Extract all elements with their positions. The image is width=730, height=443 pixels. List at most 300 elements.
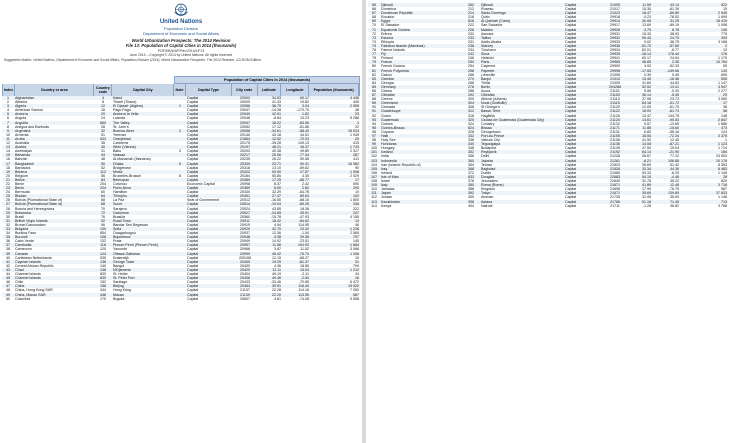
- table-cell: 21671: [602, 183, 628, 187]
- table-cell: Guinea: [381, 121, 393, 126]
- table-cell: Jakarta: [480, 159, 554, 163]
- table-cell: Capital: [186, 243, 232, 247]
- table-cell: Brazil: [15, 214, 24, 219]
- table-cell: Iceland: [380, 150, 462, 154]
- table-cell: Gibraltar: [480, 93, 554, 97]
- table-cell: 2.42: [302, 181, 309, 186]
- table-cell: 50.58: [300, 157, 309, 162]
- table-cell: -16.58: [652, 77, 680, 81]
- table-cell: Malabo: [480, 28, 554, 32]
- table-cell: 76: [372, 48, 376, 53]
- table-cell: 31.25: [652, 19, 680, 23]
- table-cell: 250: [462, 60, 480, 64]
- table-cell: Bahrain: [15, 157, 28, 162]
- table-cell: Ciudad de Guatemala (Guatemala City): [480, 118, 554, 122]
- table-cell: Ouagadougou: [113, 231, 136, 236]
- table-cell: [174, 297, 186, 301]
- table-cell: 10: [355, 190, 359, 195]
- table-cell: Barbados: [15, 165, 31, 170]
- table-cell: 1 743: [310, 145, 360, 149]
- col-header: Longitude: [281, 84, 309, 96]
- report-title: World Urbanization Prospects: The 2014 Revision: [131, 38, 231, 43]
- table-cell: Capital: [187, 288, 199, 293]
- table-cell: 69: [368, 19, 380, 23]
- table-cell: Germany: [380, 85, 462, 89]
- table-cell: Beijing: [112, 284, 174, 288]
- table-cell: 100: [94, 227, 112, 231]
- table-cell: 106: [371, 170, 377, 175]
- table-cell: 124: [94, 252, 112, 256]
- table-cell: 20318: [240, 165, 250, 170]
- table-cell: 97: [368, 134, 380, 138]
- table-cell: 218: [468, 15, 474, 20]
- table-cell: Bujumbura: [112, 235, 174, 239]
- table-cell: 13: [2, 145, 14, 149]
- table-cell: 300: [468, 97, 474, 102]
- table-cell: Canberra: [113, 141, 128, 146]
- table-cell: 72: [94, 211, 112, 215]
- table-cell: 20560: [240, 214, 250, 219]
- table-cell: 104: [371, 162, 377, 167]
- table-cell: Bruxelles-Brussel: [113, 173, 141, 178]
- table-cell: 29939: [602, 52, 628, 56]
- table-cell: 21171: [602, 126, 628, 130]
- table-cell: Baku: [113, 149, 122, 154]
- table-cell: -6.21: [628, 159, 652, 163]
- table-cell: Capital: [186, 129, 232, 133]
- table-cell: Kazakhstan: [380, 200, 462, 204]
- table-cell: Bhutan: [14, 194, 94, 198]
- table-cell: Capital: [565, 138, 577, 143]
- table-cell: 108: [371, 179, 377, 184]
- table-cell: 20524: [240, 206, 250, 211]
- table-cell: -4.48: [652, 175, 680, 179]
- table-cell: 23.73: [670, 97, 679, 102]
- table-cell: Benin: [15, 181, 25, 186]
- table-cell: 48.85: [628, 60, 652, 64]
- table-cell: 13.69: [642, 23, 651, 28]
- table-cell: Baghdad: [480, 167, 554, 171]
- table-cell: -90.53: [652, 118, 680, 122]
- table-cell: Hamilton: [113, 190, 128, 195]
- table-cell: 7 260: [350, 288, 359, 293]
- table-cell: 110: [371, 187, 377, 192]
- table-cell: 19: [2, 170, 14, 174]
- table-cell: 3: [2, 104, 14, 108]
- table-cell: 262: [462, 3, 480, 7]
- table-cell: 1: [2, 96, 14, 100]
- table-cell: Suva: [480, 52, 554, 56]
- table-cell: 89: [368, 101, 380, 105]
- table-cell: 93: [368, 118, 380, 122]
- table-cell: 54.15: [628, 175, 652, 179]
- table-cell: Gabon: [381, 72, 392, 77]
- table-cell: 21640: [610, 179, 620, 184]
- table-cell: 21136: [602, 142, 628, 146]
- table-cell: 15: [2, 153, 14, 157]
- table-cell: Andorra: [14, 112, 94, 116]
- table-cell: 156: [94, 284, 112, 288]
- table-cell: 833: [462, 175, 480, 179]
- table-cell: Cabo Verde: [15, 239, 34, 244]
- table-cell: Belgium: [15, 173, 28, 178]
- table-cell: 12.52: [258, 137, 282, 141]
- table-cell: Gambia: [380, 77, 462, 81]
- table-cell: 6 472: [350, 280, 359, 285]
- table-cell: 42.70: [258, 227, 282, 231]
- table-cell: -87.21: [652, 142, 680, 146]
- table-cell: Capital: [565, 179, 577, 184]
- table-cell: -72.34: [652, 134, 680, 138]
- table-cell: Jerusalem: [481, 179, 498, 184]
- table-cell: San Salvador: [481, 23, 503, 28]
- table-cell: Capital: [564, 109, 602, 113]
- table-cell: Bissau: [480, 126, 554, 130]
- table-cell: 47: [2, 284, 14, 288]
- table-cell: 108: [94, 235, 112, 239]
- table-cell: 36.82: [670, 203, 679, 208]
- table-cell: 17: [2, 162, 14, 166]
- table-cell: 23.71: [258, 162, 282, 166]
- table-cell: Capital: [564, 93, 602, 97]
- table-cell: 31: [310, 260, 360, 264]
- table-cell: Accra: [481, 88, 491, 93]
- table-cell: El Salvador: [381, 23, 400, 28]
- table-cell: 328: [468, 129, 474, 134]
- table-cell: Afghanistan: [14, 96, 94, 100]
- table-cell: Djibouti: [380, 3, 462, 7]
- table-cell: 818: [462, 19, 480, 23]
- table-cell: 79: [368, 60, 380, 64]
- table-cell: Cayman Islands: [14, 260, 94, 264]
- table-cell: 1 123: [680, 142, 728, 146]
- table-cell: Australia: [15, 141, 29, 146]
- table-cell: Central African Republic: [15, 263, 54, 268]
- table-cell: 38.75: [670, 39, 679, 44]
- table-cell: -70.03: [282, 137, 310, 141]
- table-cell: Benin: [14, 186, 94, 190]
- table-cell: 10: [6, 132, 10, 137]
- table-cell: 29926: [602, 28, 628, 32]
- doc-code: POP/DB/WUP/Rev.2014/1/F13: [157, 49, 205, 53]
- table-cell: 29998: [602, 69, 628, 73]
- table-cell: France: [380, 60, 462, 64]
- table-cell: 20052: [240, 124, 250, 129]
- table-cell: 20998: [240, 181, 250, 186]
- table-cell: Tegucigalpa: [480, 142, 554, 146]
- table-cell: Capital: [565, 7, 577, 12]
- table-row: [2, 297, 360, 301]
- table-cell: 49.89: [300, 149, 309, 154]
- table-cell: 324: [468, 121, 474, 126]
- table-cell: 41: [2, 260, 14, 264]
- table-cell: 60.17: [642, 56, 651, 61]
- table-cell: 312: [462, 109, 480, 113]
- table-cell: Capital: [186, 153, 232, 157]
- table-cell: 170: [100, 296, 106, 301]
- table-cell: Kabul: [112, 96, 174, 100]
- table-cell: 20047: [240, 108, 250, 113]
- table-cell: 20056: [232, 104, 258, 108]
- table-cell: 102: [310, 194, 360, 198]
- table-cell: 247: [310, 211, 360, 215]
- table-cell: 43.14: [652, 3, 680, 7]
- table-cell: 91: [368, 109, 380, 113]
- table-cell: 372: [468, 170, 474, 175]
- table-cell: India: [381, 154, 389, 159]
- table-cell: Ecuador: [381, 15, 395, 20]
- table-cell: -58.16: [668, 129, 679, 134]
- table-cell: 4 155: [350, 214, 359, 219]
- table-cell: Capital: [187, 263, 199, 268]
- table-cell: 21101: [610, 88, 620, 93]
- table-cell: Egypt: [380, 19, 462, 23]
- table-cell: 2: [7, 100, 9, 105]
- table-cell: 246: [468, 56, 474, 61]
- table-cell: 112: [371, 195, 377, 200]
- table-cell: 20049: [232, 112, 258, 116]
- table-cell: 388: [468, 187, 474, 192]
- table-cell: 320: [462, 118, 480, 122]
- table-cell: Channel Islands: [15, 272, 41, 277]
- table-cell: 140: [100, 263, 106, 268]
- table-cell: Indonesia: [380, 159, 462, 163]
- table-cell: 713: [680, 200, 728, 204]
- table-cell: 20514: [232, 202, 258, 206]
- table-cell: 522: [680, 3, 728, 7]
- table-cell: 204: [100, 181, 106, 186]
- table-cell: -61.39: [668, 7, 679, 12]
- table-cell: 26: [6, 198, 10, 203]
- table-cell: 17: [310, 178, 360, 182]
- table-cell: 2 277: [718, 88, 727, 93]
- table-cell: 148: [94, 268, 112, 272]
- table-cell: 53.90: [258, 170, 282, 174]
- table-cell: 36.75: [258, 104, 282, 108]
- table-cell: Nassau: [112, 153, 174, 157]
- table-cell: 21023: [602, 11, 628, 15]
- table-cell: 40: [94, 145, 112, 149]
- table-cell: 21132: [610, 121, 620, 126]
- table-cell: Capital: [564, 85, 602, 89]
- table-cell: Georgia: [381, 80, 394, 85]
- table-cell: 21005: [602, 3, 628, 7]
- table-cell: 42.51: [258, 112, 282, 116]
- table-cell: 8: [7, 124, 9, 129]
- table-cell: 21126: [610, 113, 620, 118]
- table-cell: Capital: [564, 175, 602, 179]
- table-cell: Brasília: [113, 214, 125, 219]
- table-cell: 29941: [610, 56, 620, 61]
- table-cell: 81: [368, 69, 380, 73]
- table-cell: Capital: [565, 97, 577, 102]
- table-cell: 136: [94, 260, 112, 264]
- file-title: File 13: Population of Capital Cities in 2014 (thousands): [125, 43, 237, 48]
- table-cell: 101: [368, 150, 380, 154]
- table-cell: 12.11: [258, 268, 282, 272]
- table-cell: Capital: [564, 3, 602, 7]
- table-cell: 29: [680, 93, 728, 97]
- table-cell: 316: [468, 113, 474, 118]
- table-cell: 43.85: [272, 206, 281, 211]
- table-cell: -51.72: [652, 101, 680, 105]
- table-cell: 200155: [239, 255, 251, 260]
- table-cell: 23.32: [282, 227, 310, 231]
- table-cell: 105: [368, 167, 380, 171]
- table-cell: 31: [2, 219, 14, 223]
- table-cell: 398: [462, 200, 480, 204]
- table-cell: Bolivia (Plurinational State of): [14, 202, 94, 206]
- table-cell: Albania: [15, 100, 27, 105]
- table-cell: Tórshavn: [481, 48, 496, 53]
- table-cell: 276: [462, 85, 480, 89]
- table-cell: 30: [6, 214, 10, 219]
- table-cell: Helsinki: [481, 56, 494, 61]
- table-cell: 12.05: [642, 105, 651, 110]
- table-cell: 20464: [232, 284, 258, 288]
- table-cell: -74.08: [298, 296, 309, 301]
- table-cell: 21735: [610, 195, 620, 200]
- col-header: Note: [174, 84, 186, 96]
- table-cell: Capital: [564, 118, 602, 122]
- table-cell: -1.54: [300, 231, 309, 236]
- table-cell: 49: [2, 293, 14, 297]
- table-cell: Sucre: [112, 202, 174, 206]
- table-cell: -2.54: [282, 276, 310, 280]
- table-cell: 23: [2, 186, 14, 190]
- table-cell: 112: [94, 170, 112, 174]
- table-cell: 336: [310, 202, 360, 206]
- table-cell: Capital: [564, 69, 602, 73]
- table-cell: 6.80: [644, 129, 651, 134]
- table-cell: Astana: [480, 200, 554, 204]
- table-cell: Libreville: [481, 72, 496, 77]
- table-cell: 21120: [610, 105, 620, 110]
- table-cell: 15.30: [642, 7, 651, 12]
- table-cell: Yerevan: [113, 132, 127, 137]
- table-cell: Capital: [186, 227, 232, 231]
- table-cell: 14: [6, 149, 10, 154]
- table-cell: 6: [179, 173, 181, 178]
- table-cell: 2.60: [282, 186, 310, 190]
- table-cell: 59: [723, 64, 727, 69]
- table-cell: Yaoundé: [113, 247, 128, 252]
- table-cell: 68: [372, 15, 376, 20]
- table-cell: 37 833: [680, 191, 728, 195]
- table-cell: -75.70: [282, 252, 310, 256]
- table-cell: Finland: [381, 56, 393, 61]
- table-cell: Falkland Islands (Malvinas): [380, 44, 462, 48]
- table-cell: Anguilla: [14, 121, 94, 125]
- table-cell: Cotonou: [113, 181, 127, 186]
- table-cell: 707: [310, 235, 360, 239]
- table-cell: 1: [174, 104, 186, 108]
- table-cell: Roseau: [481, 7, 494, 12]
- table-cell: Road Town: [112, 219, 174, 223]
- table-cell: 9 558: [350, 296, 359, 301]
- table-cell: 18.22: [258, 121, 282, 125]
- table-cell: Capital: [187, 190, 199, 195]
- table-cell: 67: [368, 11, 380, 15]
- table-cell: 80: [372, 64, 376, 69]
- table-cell: 12: [6, 141, 10, 146]
- table-cell: 9.02: [644, 39, 651, 44]
- table-cell: Basse-Terre: [480, 109, 554, 113]
- table-cell: 29934: [610, 48, 620, 53]
- table-cell: 34: [355, 272, 359, 277]
- table-cell: Burkina Faso: [15, 231, 37, 236]
- table-cell: 3 718: [680, 183, 728, 187]
- table-cell: 21017: [610, 7, 620, 12]
- table-cell: 77: [368, 52, 380, 56]
- table-cell: 78: [372, 56, 376, 61]
- table-cell: Capital: [186, 194, 232, 198]
- table-cell: 31.95: [642, 195, 651, 200]
- table-cell: Kenya: [381, 203, 392, 208]
- table-cell: 3 066: [350, 247, 359, 252]
- table-cell: 44.83: [670, 80, 679, 85]
- table-cell: 368: [462, 167, 480, 171]
- table-cell: N'Djaména: [112, 268, 174, 272]
- table-cell: 20235: [240, 157, 250, 162]
- table-cell: 794: [353, 263, 359, 268]
- table-cell: Capital: [186, 178, 232, 182]
- table-cell: 40.18: [272, 132, 281, 137]
- table-cell: Cameroon: [15, 247, 32, 252]
- table-cell: -19.04: [258, 202, 282, 206]
- table-cell: 113.55: [282, 293, 310, 297]
- table-cell: 10 176: [680, 159, 728, 163]
- table-cell: 22.20: [258, 293, 282, 297]
- table-cell: 33.34: [628, 167, 652, 171]
- table-cell: Greece: [381, 97, 393, 102]
- table-cell: 20420: [232, 268, 258, 272]
- table-cell: Bandar Seri Begawan: [113, 222, 148, 227]
- table-cell: 20433: [240, 280, 250, 285]
- table-cell: 344: [100, 288, 106, 293]
- table-cell: 85: [368, 85, 380, 89]
- table-cell: 1 908: [310, 170, 360, 174]
- table-cell: Capital: [564, 167, 602, 171]
- table-cell: -34.61: [258, 129, 282, 133]
- table-cell: 114: [371, 203, 377, 208]
- table-cell: 6: [7, 116, 9, 121]
- table-cell: Italy: [380, 183, 462, 187]
- table-cell: Holy See: [381, 138, 396, 143]
- table-cell: 45: [2, 276, 14, 280]
- table-cell: 29932: [602, 36, 628, 40]
- table-cell: 4.93: [644, 64, 651, 69]
- table-cell: 120: [100, 247, 106, 252]
- table-cell: 14.92: [272, 239, 281, 244]
- table-cell: Athinai (Athens): [481, 97, 507, 102]
- table-cell: 83: [368, 77, 380, 81]
- table-cell: Capital: [187, 100, 199, 105]
- table-cell: 102: [371, 154, 377, 159]
- col-header: Population (thousands): [309, 84, 359, 96]
- table-cell: -6.77: [670, 48, 679, 53]
- table-cell: 48: [101, 157, 105, 162]
- table-cell: Capital: [565, 88, 577, 93]
- table-cell: Capital: [187, 214, 199, 219]
- table-cell: 20937: [240, 231, 250, 236]
- table-cell: Kingston: [481, 187, 495, 192]
- table-cell: -61.75: [668, 105, 679, 110]
- department-name: Department of Economic and Social Affairs: [143, 31, 219, 36]
- table-cell: French Guiana: [381, 64, 405, 69]
- table-cell: 1 098: [718, 23, 727, 28]
- table-group-header: Population of Capital Cities in 2014 (thousands): [174, 76, 360, 84]
